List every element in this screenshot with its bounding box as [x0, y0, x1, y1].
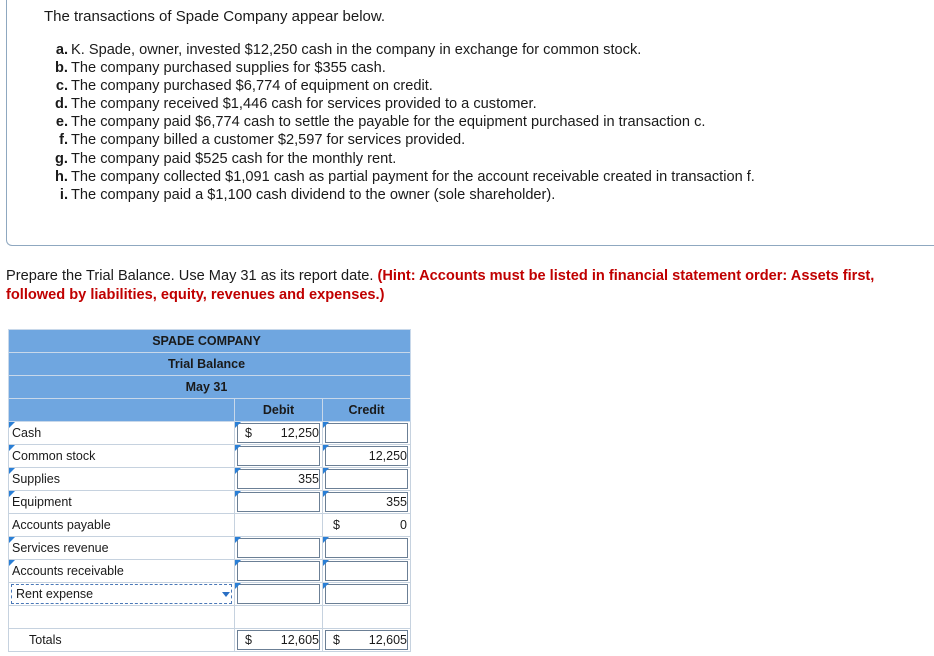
transaction-letter: f.: [59, 132, 68, 149]
spacer-row: [9, 606, 411, 629]
totals-label: Totals: [9, 629, 235, 652]
transaction-text: The company paid $525 cash for the monthly rent.: [71, 150, 397, 167]
transaction-item: [48, 59, 755, 77]
credit-amount-input[interactable]: 12,250: [323, 445, 411, 468]
transaction-item: [48, 131, 755, 149]
transaction-letter: a.: [55, 42, 68, 58]
transaction-letter: b.: [55, 60, 68, 77]
trial-balance-row: [9, 514, 411, 537]
transaction-letter: e.: [55, 114, 68, 131]
trial-balance-row: [9, 491, 411, 514]
debit-amount-input[interactable]: [235, 514, 323, 537]
account-name-input[interactable]: Common stock: [9, 445, 235, 468]
account-name-input[interactable]: Supplies: [9, 468, 235, 491]
trial-balance-row: [9, 422, 411, 445]
account-name-input[interactable]: Accounts receivable: [9, 560, 235, 583]
transaction-text: The company purchased $6,774 of equipment on credit.: [71, 78, 433, 95]
transaction-letter: c.: [55, 78, 68, 95]
transaction-letter: i.: [59, 186, 68, 203]
debit-amount-input[interactable]: [235, 560, 323, 583]
transaction-text: The company paid a $1,100 cash dividend to the owner (sole shareholder).: [71, 186, 556, 203]
statement-title: Trial Balance: [9, 353, 411, 376]
chevron-down-icon[interactable]: [222, 592, 230, 597]
trial-balance-row: [9, 560, 411, 583]
transaction-text: The company purchased supplies for $355 cash.: [71, 60, 386, 77]
credit-amount-input[interactable]: [323, 560, 411, 583]
credit-column-header: Credit: [323, 399, 411, 422]
transaction-item: [48, 168, 755, 186]
transaction-letter: d.: [55, 96, 68, 113]
debit-amount-input[interactable]: [235, 445, 323, 468]
transaction-list: [48, 41, 755, 204]
transaction-item: [48, 77, 755, 95]
instructions-text: Prepare the Trial Balance. Use May 31 as its report date.: [6, 268, 374, 284]
account-column-header: [9, 399, 235, 422]
account-name-input[interactable]: Equipment: [9, 491, 235, 514]
credit-total: $ 12,605: [323, 629, 411, 652]
transaction-item: [48, 150, 755, 168]
totals-row: [9, 629, 411, 652]
trial-balance-row: [9, 445, 411, 468]
credit-amount-input[interactable]: $ 0: [323, 514, 411, 537]
transaction-text: The company billed a customer $2,597 for services provided.: [71, 132, 466, 149]
transaction-item: [48, 95, 755, 113]
credit-amount-input[interactable]: [323, 422, 411, 445]
trial-balance-table: [8, 329, 411, 652]
transaction-text: The company paid $6,774 cash to settle the payable for the equipment purchased in transaction c.: [71, 114, 706, 131]
account-select[interactable]: [9, 583, 235, 606]
transaction-text: The company collected $1,091 cash as partial payment for the account receivable created in transaction f.: [71, 168, 755, 185]
transaction-text: The company received $1,446 cash for services provided to a customer.: [71, 96, 537, 113]
account-select-value: Rent expense: [16, 587, 94, 601]
debit-amount-input[interactable]: [235, 491, 323, 514]
instructions: [6, 267, 926, 305]
transaction-letter: h.: [55, 168, 68, 185]
trial-balance-row: [9, 537, 411, 560]
trial-balance-row: [9, 583, 411, 606]
debit-amount-input[interactable]: [235, 537, 323, 560]
debit-column-header: Debit: [235, 399, 323, 422]
transaction-text: K. Spade, owner, invested $12,250 cash in the company in exchange for common stock.: [71, 42, 642, 58]
debit-amount-input[interactable]: [235, 583, 323, 606]
transaction-item: [48, 186, 755, 204]
account-name-input[interactable]: Cash: [9, 422, 235, 445]
problem-intro: The transactions of Spade Company appear below.: [44, 8, 386, 25]
account-name-input[interactable]: Accounts payable: [9, 514, 235, 537]
instructions-hint: (Hint: Accounts must be listed in financial statement order: Assets first, followed by liabilities, equity, revenues and expenses.): [6, 268, 875, 303]
credit-amount-input[interactable]: [323, 468, 411, 491]
credit-amount-input[interactable]: 355: [323, 491, 411, 514]
transaction-item: [48, 113, 755, 131]
debit-amount-input[interactable]: $ 12,250: [235, 422, 323, 445]
credit-amount-input[interactable]: [323, 537, 411, 560]
company-name: SPADE COMPANY: [9, 330, 411, 353]
credit-amount-input[interactable]: [323, 583, 411, 606]
debit-total: $ 12,605: [235, 629, 323, 652]
statement-date: May 31: [9, 376, 411, 399]
transaction-letter: g.: [55, 150, 68, 167]
debit-amount-input[interactable]: 355: [235, 468, 323, 491]
trial-balance-row: [9, 468, 411, 491]
account-name-input[interactable]: Services revenue: [9, 537, 235, 560]
transaction-item: [48, 41, 755, 59]
